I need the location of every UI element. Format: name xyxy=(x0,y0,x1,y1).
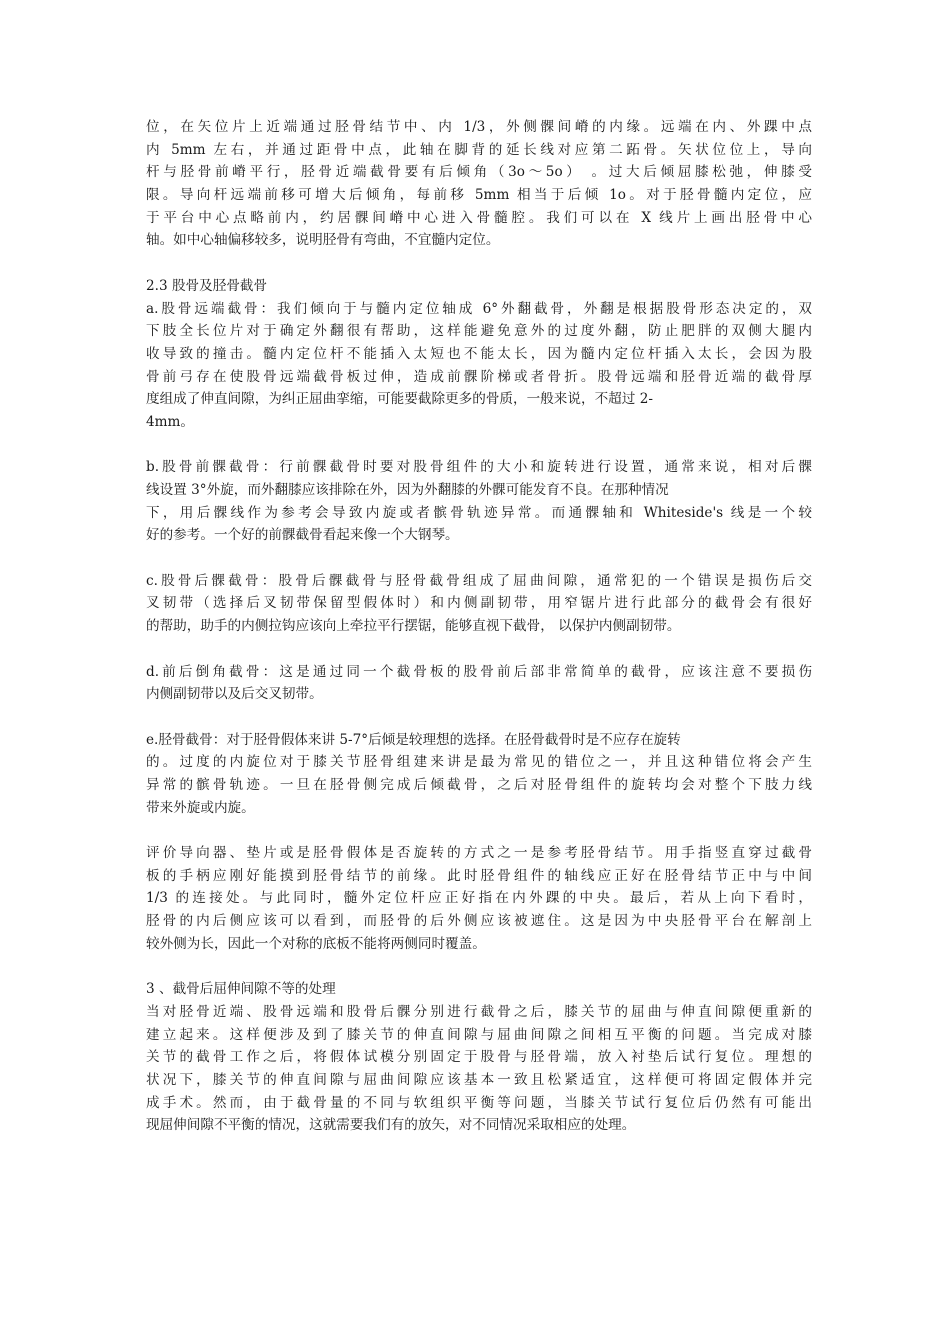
text-line: 带来外旋或内旋。 xyxy=(146,799,255,816)
text-line: 内 5mm 左右，并通过距骨中点，此轴在脚背的延长线对应第二跖骨。矢状位位上，导向 xyxy=(146,141,812,158)
text-line: e.胫骨截骨：对于胫骨假体来讲 5-7°后倾是较理想的选择。在胫骨截骨时是不应存在旋转 xyxy=(146,731,681,748)
text-line: 1/3 的连接处。与此同时，髓外定位杆应正好指在内外踝的中央。最后，若从上向下看时， xyxy=(146,890,812,907)
text-line: 线设置 3°外旋，而外翻膝应该排除在外，因为外翻膝的外髁可能发育不良。在那种情况 xyxy=(146,482,669,498)
text-line: 收导致的撞击。髓内定位杆不能插入太短也不能太长，因为髓内定位杆插入太长，会因为股 xyxy=(146,345,812,362)
paragraph-alignment xyxy=(146,116,812,252)
text-line: 内侧副韧带以及后交叉韧带。 xyxy=(146,686,323,703)
text-line: 于平台中心点略前内，约居髁间嵴中心进入骨髓腔。我们可以在 X 线片上画出胫骨中心 xyxy=(146,209,812,226)
section-2-3 xyxy=(146,275,812,434)
text-line: 4mm。 xyxy=(146,413,195,430)
text-line: 建立起来。这样便涉及到了膝关节的伸直间隙与屈曲间隙之间相互平衡的问题。当完成对膝 xyxy=(146,1026,812,1043)
text-line: 位，在矢位片上近端通过胫骨结节中、内 1/3，外侧髁间嵴的内缘。远端在内、外踝中点 xyxy=(146,119,812,135)
text-line: 度组成了伸直间隙，为纠正屈曲挛缩，可能要截除更多的骨质，一般来说，不超过 2- xyxy=(146,391,653,408)
paragraph-d xyxy=(146,661,812,706)
text-line: 好的参考。一个好的前髁截骨看起来像一个大钢琴。 xyxy=(146,527,459,544)
text-line: 叉韧带（选择后叉韧带保留型假体时）和内侧副韧带，用窄锯片进行此部分的截骨会有很好 xyxy=(146,595,812,612)
text-line: c.股骨后髁截骨：股骨后髁截骨与胫骨截骨组成了屈曲间隙，通常犯的一个错误是损伤后交 xyxy=(146,572,812,589)
text-line: 杆与胫骨前嵴平行，胫骨近端截骨要有后倾角（3o～5o） 。过大后倾屈膝松弛，伸膝受 xyxy=(146,164,812,181)
text-line: 下肢全长位片对于确定外翻很有帮助，这样能避免意外的过度外翻，防止肥胖的双侧大腿内 xyxy=(146,323,812,340)
text-line: 关节的截骨工作之后，将假体试模分别固定于股骨与胫骨端，放入衬垫后试行复位。理想的 xyxy=(146,1049,812,1066)
text-line: 较外侧为长，因此一个对称的底板不能将两侧同时覆盖。 xyxy=(146,935,486,952)
paragraph-e xyxy=(146,729,812,820)
text-line: 当对胫骨近端、股骨远端和股骨后髁分别进行截骨之后，膝关节的屈曲与伸直间隙便重新的 xyxy=(146,1003,812,1020)
text-line: 轴。如中心轴偏移较多，说明胫骨有弯曲，不宜髓内定位。 xyxy=(146,232,500,249)
text-line: 的。过度的内旋位对于膝关节胫骨组建来讲是最为常见的错位之一，并且这种错位将会产生 xyxy=(146,754,812,771)
document-page xyxy=(146,116,812,1137)
paragraph-c xyxy=(146,570,812,638)
paragraph-b xyxy=(146,456,812,547)
text-line: 状况下，膝关节的伸直间隙与屈曲间隙应该基本一致且松紧适宜，这样便可将固定假体并完 xyxy=(146,1071,812,1088)
text-line: 评价导向器、垫片或是胫骨假体是否旋转的方式之一是参考胫骨结节。用手指竖直穿过截骨 xyxy=(146,845,812,861)
text-line: 板的手柄应刚好能摸到胫骨结节的前缘。此时胫骨组件的轴线应正好在胫骨结节正中与中间 xyxy=(146,867,812,884)
text-line: d.前后倒角截骨：这是通过同一个截骨板的股骨前后部非常简单的截骨，应该注意不要损伤 xyxy=(146,663,812,680)
paragraph-evaluation xyxy=(146,842,812,955)
text-line: 异常的髌骨轨迹。一旦在胫骨侧完成后倾截骨，之后对胫骨组件的旋转均会对整个下肢力线 xyxy=(146,776,812,793)
text-line: 限。导向杆远端前移可增大后倾角，每前移 5mm 相当于后倾 1o。对于胫骨髓内定位，应 xyxy=(146,187,812,204)
text-line: b.股骨前髁截骨：行前髁截骨时要对股骨组件的大小和旋转进行设置，通常来说，相对后髁 xyxy=(146,459,812,476)
section-3 xyxy=(146,978,812,1137)
text-line: 的帮助，助手的内侧拉钩应该向上牵拉平行摆锯，能够直视下截骨， 以保护内侧副韧带。 xyxy=(146,618,681,635)
section-heading: 2.3 股骨及胫骨截骨 xyxy=(146,277,268,294)
section-heading: 3 、截骨后屈伸间隙不等的处理 xyxy=(146,981,336,998)
text-line: a.股骨远端截骨：我们倾向于与髓内定位轴成 6°外翻截骨，外翻是根据股骨形态决定的，双 xyxy=(146,300,812,317)
text-line: 骨前弓存在使股骨远端截骨板过伸，造成前髁阶梯或者骨折。股骨远端和胫骨近端的截骨厚 xyxy=(146,368,812,385)
text-line: 成手术。然而，由于截骨量的不同与软组织平衡等问题，当膝关节试行复位后仍然有可能出 xyxy=(146,1094,812,1111)
text-line: 胫骨的内后侧应该可以看到，而胫骨的后外侧应该被遮住。这是因为中央胫骨平台在解剖上 xyxy=(146,913,812,930)
text-line: 下，用后髁线作为参考会导致内旋或者髌骨轨迹异常。而通髁轴和 Whiteside's 线是一个较 xyxy=(146,504,812,521)
text-line: 现屈伸间隙不平衡的情况，这就需要我们有的放矢，对不同情况采取相应的处理。 xyxy=(146,1117,636,1134)
